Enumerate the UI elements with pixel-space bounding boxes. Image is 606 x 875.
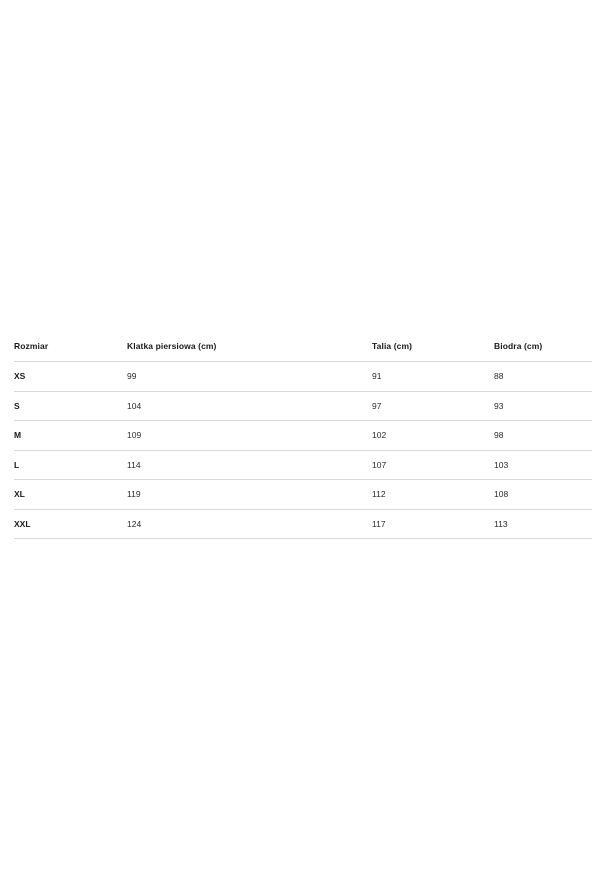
table-row: [14, 421, 592, 451]
cell-waist: 117: [372, 509, 494, 539]
column-header-chest: Klatka piersiowa (cm): [127, 332, 372, 362]
cell-hips: 88: [494, 362, 592, 392]
cell-chest: 119: [127, 480, 372, 510]
cell-waist: 102: [372, 421, 494, 451]
cell-chest: 104: [127, 391, 372, 421]
cell-waist: 91: [372, 362, 494, 392]
table-header: [14, 332, 592, 362]
cell-waist: 112: [372, 480, 494, 510]
cell-chest: 99: [127, 362, 372, 392]
table-row: [14, 509, 592, 539]
cell-size: XS: [14, 362, 127, 392]
cell-size: XL: [14, 480, 127, 510]
column-header-hips: Biodra (cm): [494, 332, 592, 362]
cell-hips: 113: [494, 509, 592, 539]
cell-size: S: [14, 391, 127, 421]
cell-chest: 124: [127, 509, 372, 539]
size-table: [14, 332, 592, 539]
cell-size: XXL: [14, 509, 127, 539]
table-row: [14, 391, 592, 421]
cell-hips: 103: [494, 450, 592, 480]
table-row: [14, 480, 592, 510]
cell-size: L: [14, 450, 127, 480]
cell-hips: 98: [494, 421, 592, 451]
column-header-waist: Talia (cm): [372, 332, 494, 362]
cell-chest: 109: [127, 421, 372, 451]
cell-waist: 97: [372, 391, 494, 421]
cell-hips: 108: [494, 480, 592, 510]
table-row: [14, 362, 592, 392]
cell-hips: 93: [494, 391, 592, 421]
size-chart: [14, 332, 592, 539]
table-body: [14, 362, 592, 539]
table-header-row: [14, 332, 592, 362]
cell-size: M: [14, 421, 127, 451]
column-header-size: Rozmiar: [14, 332, 127, 362]
table-row: [14, 450, 592, 480]
cell-waist: 107: [372, 450, 494, 480]
cell-chest: 114: [127, 450, 372, 480]
